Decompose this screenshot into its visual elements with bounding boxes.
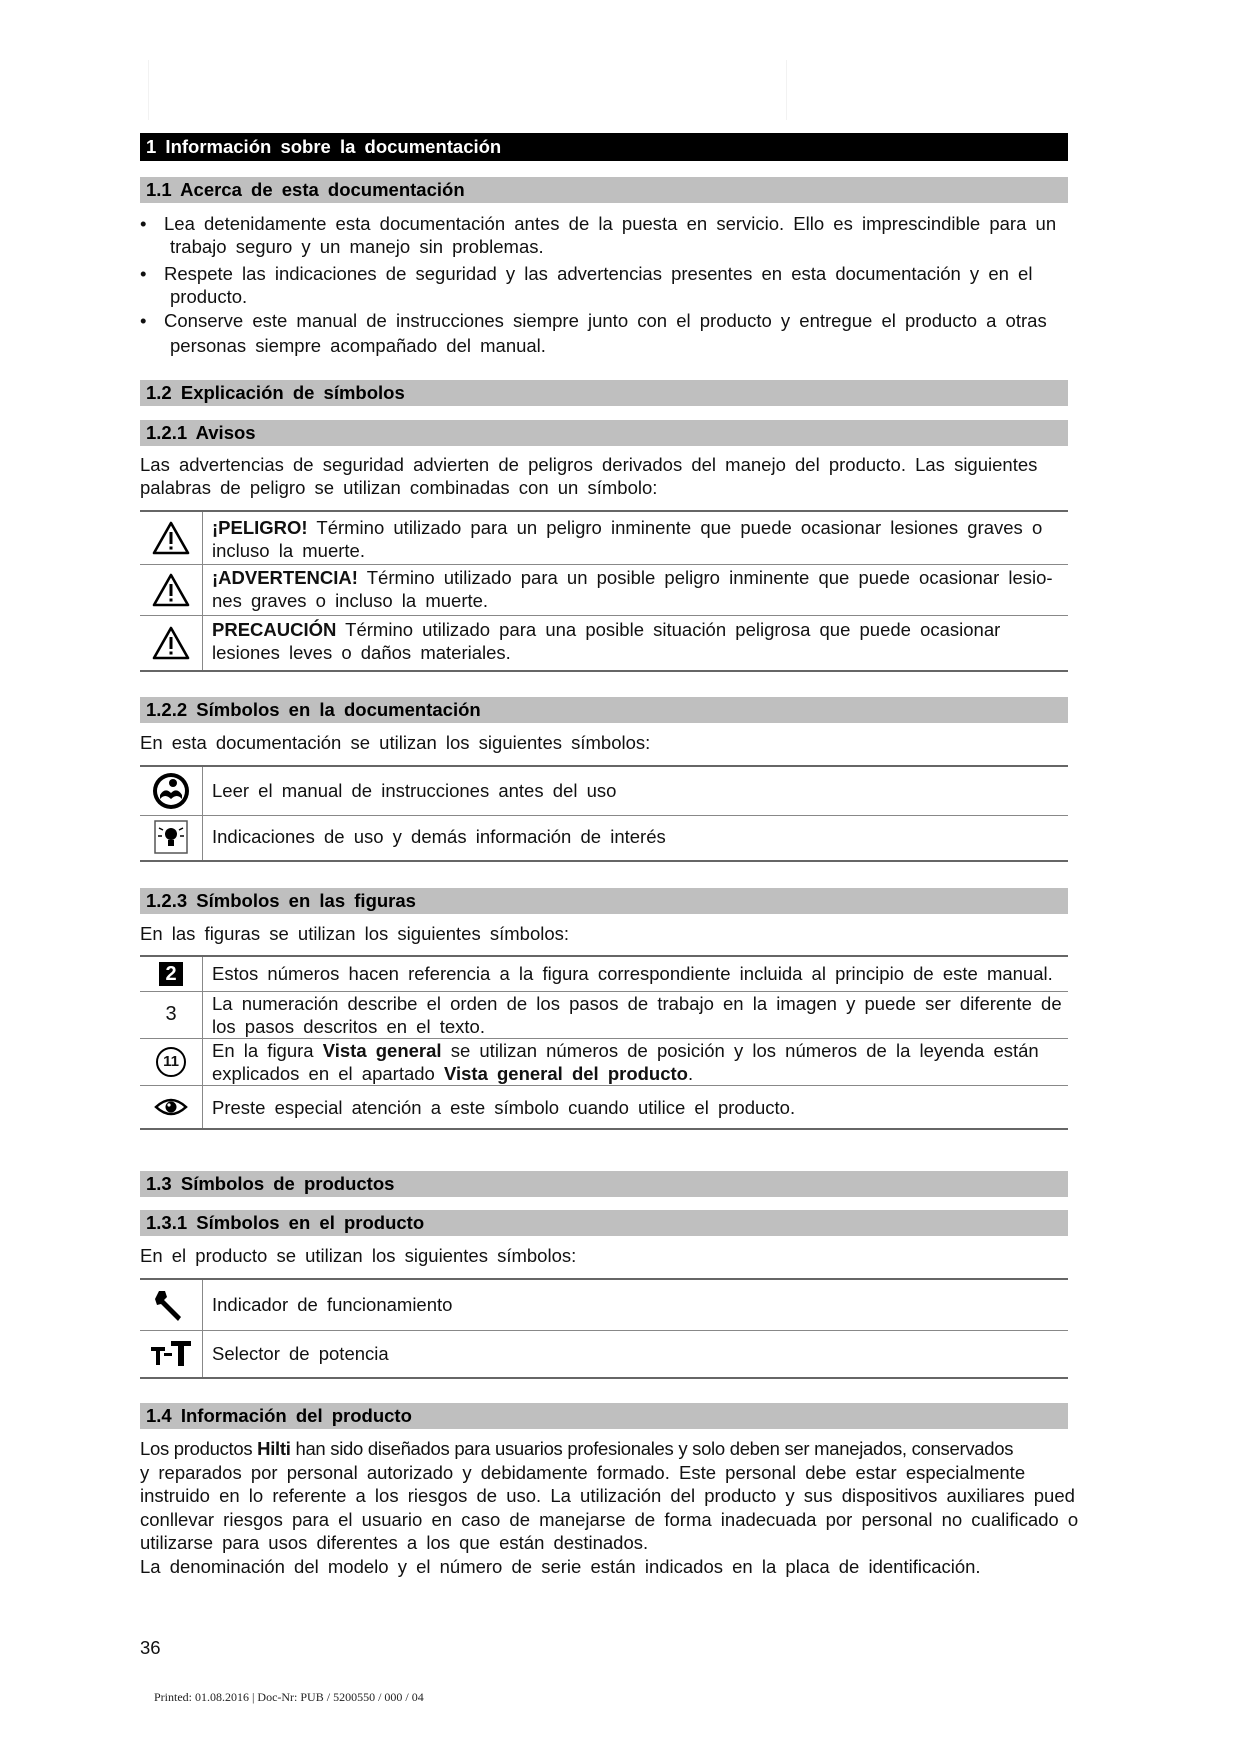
info-tip-icon [140,814,203,860]
warning-triangle-icon [140,616,203,670]
scan-artifact [148,60,149,120]
paragraph-line: En el producto se utilizan los siguientes símbolos: [140,1245,577,1266]
wrench-indicator-icon [140,1280,203,1330]
table-row: Preste especial atención a este símbolo cuando utilice el producto. [140,1086,1068,1130]
section-1-2-2-heading: 1.2.2 Símbolos en la documentación [140,697,1068,723]
section-1-2-3-heading: 1.2.3 Símbolos en las figuras [140,888,1068,914]
warning-triangle-icon [140,512,203,564]
table-row: Indicaciones de uso y demás información de interés [140,814,1068,862]
table-row: PRECAUCIÓN Término utilizado para una posible situación peligrosa que puede ocasionar lesiones leves o daños materiales. [140,616,1068,672]
power-selector-icon [140,1329,203,1377]
scan-artifact [786,60,787,120]
paragraph-line: En esta documentación se utilizan los siguientes símbolos: [140,732,651,753]
paragraph-line: La denominación del modelo y el número de serie están indicados en la placa de identificación. [140,1556,981,1577]
eye-attention-icon [140,1086,203,1128]
section-1-1-heading: 1.1 Acerca de esta documentación [140,177,1068,203]
section-1-heading: 1 Información sobre la documentación [140,133,1068,161]
page-number: 36 [140,1637,161,1658]
step-number-icon: 3 [140,990,203,1038]
section-1-3-1-heading: 1.3.1 Símbolos en el producto [140,1210,1068,1236]
section-1-4-heading: 1.4 Información del producto [140,1403,1068,1429]
table-row: 11 En la figura Vista general se utilizan números de posición y los números de la leyenda están explicados en el apartado Vista general del producto. [140,1039,1068,1086]
paragraph-line: instruido en lo referente a los riesgos de uso. La utilización del producto y sus dispositivos auxiliares pued [140,1485,1075,1506]
table-row: 2 Estos números hacen referencia a la figura correspondiente incluida al principio de este manual. [140,955,1068,992]
manual-page: 1 Información sobre la documentación 1.1 Acerca de esta documentación • Lea detenidamente esta documentación antes de la puesta en servicio. Ello es imprescindible para un trabajo seguro y un manejo sin problemas. • Respete las indicaciones de seguridad y las advertencias presentes en esta documentación y en el producto. • Conserve este manual de instrucciones siempre junto con el producto y entregue el producto a otras personas siempre acompañado del manual. 1.2 Explicación de símbolos 1.2.1 Avisos Las advertencias de seguridad advierten de peligros derivados del manejo del producto. Las siguientes palabras de peligro se utilizan combinadas con un símbolo: ¡PELIGRO! Término utilizado para un peligro inminente que puede ocasionar lesiones graves o incluso la muerte. ¡ADVERTENCIA! Término utilizado para un posible peligro inminente que puede ocasionar lesio- nes graves o incluso la muerte. PRECAUCIÓN Término utilizado para una posible situación peligrosa que puede ocasionar lesiones leves o daños materiales. 1.2.2 Símbolos en la documentación En esta documentación se utilizan los siguientes símbolos: Leer el manual de instrucciones antes del uso Indicaciones de uso y demás información de interés 1.2.3 Símbolos en las figuras En las figuras se utilizan los siguientes símbolos: 2 Estos números hacen referencia a la figura correspondiente incluida al principio de este manual. 3 La numeración describe el orden de los pasos de trabajo en la imagen y puede ser diferente de los pasos descritos en el texto. 11 En la figura Vista general se utilizan números de posición y los números de la leyenda están explicados en el apartado Vista general del producto. Preste especial atención a este símbolo cuando utilice el producto. 1.3 Símbolos de productos 1.3.1 Símbolos en el producto En el producto se utilizan los siguientes símbolos: Indicador de funcionamiento Selector de potencia 1.4 Información del producto Los productos Hilti han sido diseñados para usuarios profesionales y solo deben ser manejados, conservados y reparados por personal autorizado y debidamente formado. Este personal debe estar especialmente instruido en lo referente a los riesgos de uso. La utilización del producto y sus dispositivos auxiliares pued conllevar riesgos para el usuario en caso de manejarse de forma inadecuada por personal no cualificado o utilizarse para usos diferentes a los que están destinados. La denominación del modelo y el número de serie están indicados en la placa de identificación. 36 Printed: 01.08.2016 | Doc-Nr: PUB / 5200550 / 000 / 04 [0,0,1241,1754]
table-row: ¡ADVERTENCIA! Término utilizado para un posible peligro inminente que puede ocasionar lesio- nes graves o incluso la muerte. [140,564,1068,616]
paragraph-line: palabras de peligro se utilizan combinadas con un símbolo: [140,477,658,498]
paragraph-line: Los productos Hilti han sido diseñados para usuarios profesionales y solo deben ser manejados, conservados [140,1438,1014,1459]
warning-triangle-icon [140,564,203,615]
signal-word: ¡PELIGRO! [212,517,308,538]
signal-word: PRECAUCIÓN [212,619,337,640]
table-row: Leer el manual de instrucciones antes del uso [140,765,1068,816]
section-1-3-heading: 1.3 Símbolos de productos [140,1171,1068,1197]
figure-number-icon: 2 [140,957,203,991]
print-footer: Printed: 01.08.2016 | Doc-Nr: PUB / 5200550 / 000 / 04 [154,1690,424,1704]
signal-word: ¡ADVERTENCIA! [212,567,358,588]
paragraph-line: y reparados por personal autorizado y debidamente formado. Este personal debe estar especialmente [140,1462,1026,1483]
paragraph-line: En las figuras se utilizan los siguientes símbolos: [140,923,570,944]
paragraph-line: conllevar riesgos para el usuario en caso de manejarse de forma inadecuada por personal no cualificado o [140,1509,1079,1530]
read-manual-icon [140,767,203,815]
paragraph-line: Las advertencias de seguridad advierten de peligros derivados del manejo del producto. Las siguientes [140,454,1038,475]
table-row: Indicador de funcionamiento [140,1278,1068,1331]
table-row: ¡PELIGRO! Término utilizado para un peligro inminente que puede ocasionar lesiones graves o incluso la muerte. [140,510,1068,565]
position-number-icon: 11 [140,1039,203,1085]
section-1-2-1-heading: 1.2.1 Avisos [140,420,1068,446]
table-row: 3 La numeración describe el orden de los pasos de trabajo en la imagen y puede ser diferente de los pasos descritos en el texto. [140,990,1068,1039]
paragraph-line: utilizarse para usos diferentes a los que están destinados. [140,1532,649,1553]
section-1-2-heading: 1.2 Explicación de símbolos [140,380,1068,406]
table-row: Selector de potencia [140,1329,1068,1379]
